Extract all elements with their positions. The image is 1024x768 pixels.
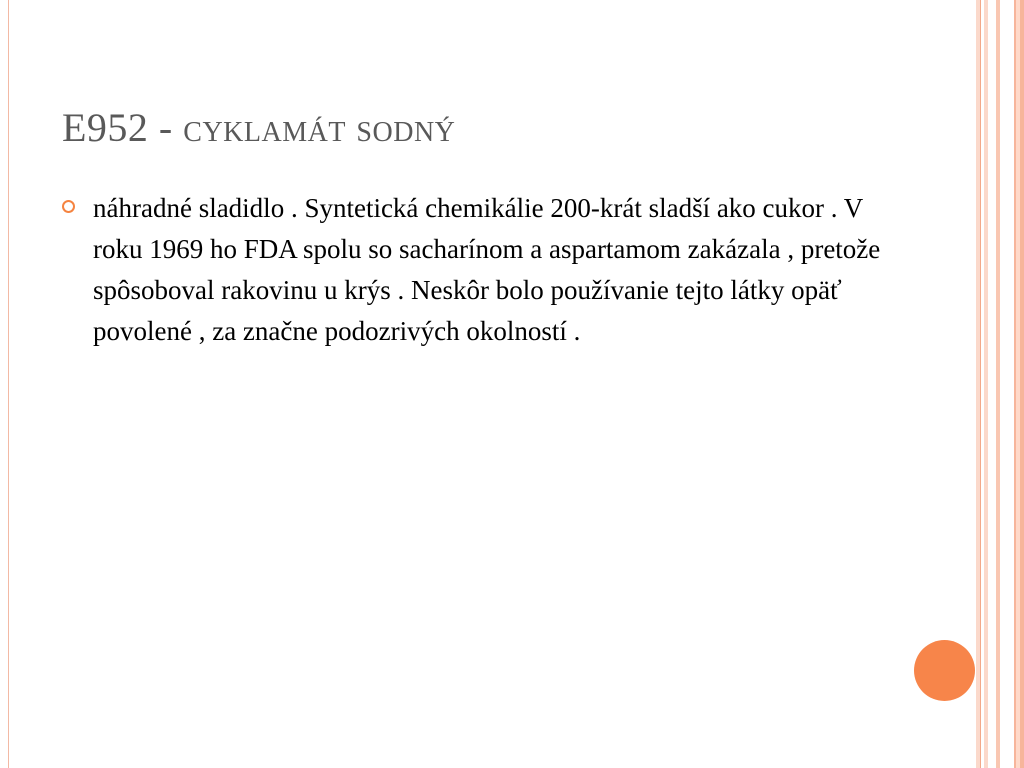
slide-title (62, 104, 942, 151)
left-border-line (8, 0, 9, 768)
right-stripe-inner (1016, 0, 1020, 768)
title-main: E952 - (62, 105, 184, 150)
hollow-circle-bullet-icon (62, 200, 75, 213)
bullet-text: náhradné sladidlo . Syntetická chemikálie 200-krát sladší ako cukor . V roku 1969 ho FDA spolu so sacharínom a aspartamom zakázala , pretože spôsoboval rakovinu u krýs . Neskôr bolo používanie tejto látky opäť povolené , za značne podozrivých okolností . (93, 193, 881, 346)
title-smallcaps: cyklamát sodný (183, 105, 456, 150)
right-stripe-gap (1002, 0, 1014, 768)
right-stripe (996, 0, 1000, 768)
orange-circle-icon (914, 640, 975, 701)
right-stripe (980, 0, 981, 768)
left-margin (0, 0, 8, 768)
right-stripe-gap (988, 0, 996, 768)
